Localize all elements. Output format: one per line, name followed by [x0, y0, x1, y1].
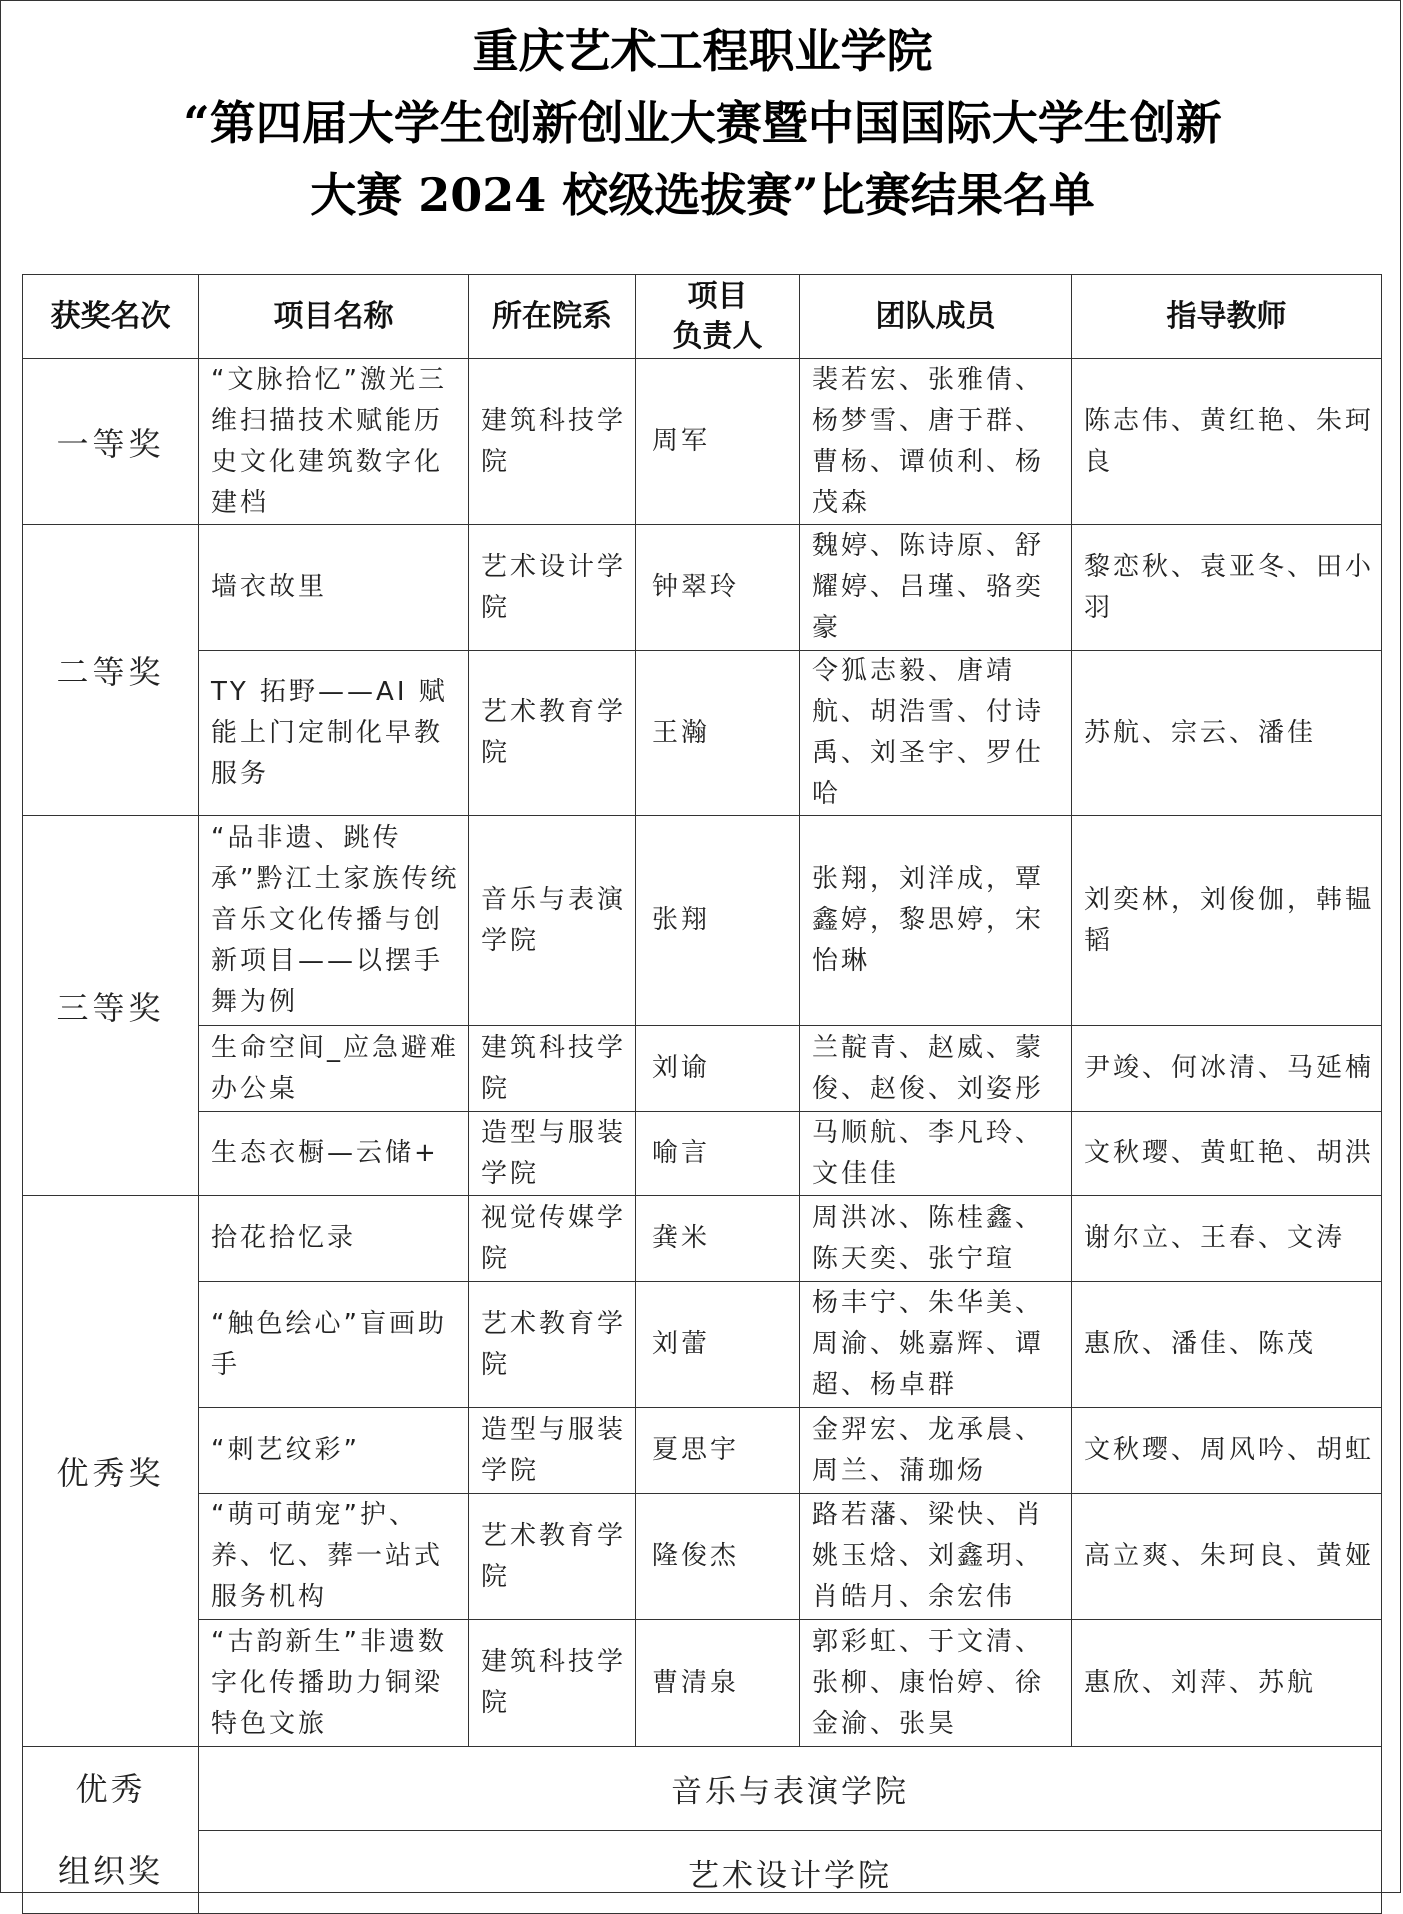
project-leader: 张翔 [636, 816, 800, 1026]
team-members: 魏婷、陈诗原、舒耀婷、吕瑾、骆奕豪 [800, 525, 1072, 651]
project-leader: 隆俊杰 [636, 1494, 800, 1620]
advisors: 苏航、宗云、潘佳 [1072, 651, 1382, 816]
team-members: 裴若宏、张雅倩、杨梦雪、唐于群、曹杨、谭侦利、杨茂森 [800, 359, 1072, 525]
table-row [23, 359, 1382, 525]
document-title-line-3: 大赛 2024 校级选拔赛”比赛结果名单 [310, 168, 1095, 222]
header-members: 团队成员 [800, 275, 1072, 359]
team-members: 周洪冰、陈桂鑫、陈天奕、张宁瑄 [800, 1196, 1072, 1282]
table-row [23, 1747, 1382, 1831]
team-members: 金羿宏、龙承晨、周兰、蒲珈炀 [800, 1408, 1072, 1494]
team-members: 令狐志毅、唐靖航、胡浩雪、付诗禹、刘圣宇、罗仕哈 [800, 651, 1072, 816]
team-members: 张翔，刘洋成，覃鑫婷，黎思婷，宋怡琳 [800, 816, 1072, 1026]
table-row [23, 1112, 1382, 1196]
organization-award-college: 音乐与表演学院 [199, 1747, 1382, 1831]
college: 建筑科技学院 [469, 1620, 636, 1747]
college: 音乐与表演学院 [469, 816, 636, 1026]
team-members: 马顺航、李凡玲、文佳佳 [800, 1112, 1072, 1196]
results-table [22, 274, 1382, 1914]
college: 视觉传媒学院 [469, 1196, 636, 1282]
award-second-prize: 二等奖 [23, 525, 199, 816]
project-leader: 曹清泉 [636, 1620, 800, 1747]
table-row [23, 1408, 1382, 1494]
project-leader: 喻言 [636, 1112, 800, 1196]
award-excellence: 优秀奖 [23, 1196, 199, 1747]
award-organization-line-1: 优秀 [75, 1770, 146, 1808]
document-title-line-2: “第四届大学生创新创业大赛暨中国国际大学生创新 [183, 96, 1222, 150]
header-project: 项目名称 [199, 275, 469, 359]
header-award: 获奖名次 [23, 275, 199, 359]
award-first-prize: 一等奖 [23, 359, 199, 525]
project-name: “古韵新生”非遗数字化传播助力铜梁特色文旅 [199, 1620, 469, 1747]
team-members: 路若藩、梁快、肖姚玉焓、刘鑫玥、肖皓月、余宏伟 [800, 1494, 1072, 1620]
table-row [23, 1026, 1382, 1112]
advisors: 尹竣、何冰清、马延楠 [1072, 1026, 1382, 1112]
college: 建筑科技学院 [469, 1026, 636, 1112]
project-leader: 刘蕾 [636, 1282, 800, 1408]
advisors: 文秋璎、黄虹艳、胡洪 [1072, 1112, 1382, 1196]
project-leader: 刘谕 [636, 1026, 800, 1112]
award-organization-line-2: 组织奖 [57, 1852, 163, 1890]
college: 艺术设计学院 [469, 525, 636, 651]
table-row [23, 1831, 1382, 1914]
award-third-prize: 三等奖 [23, 816, 199, 1196]
table-row [23, 1494, 1382, 1620]
table-row [23, 1196, 1382, 1282]
college: 艺术教育学院 [469, 651, 636, 816]
project-name: TY 拓野——AI 赋能上门定制化早教服务 [199, 651, 469, 816]
project-name: 墙衣故里 [199, 525, 469, 651]
college: 造型与服装学院 [469, 1408, 636, 1494]
table-row [23, 651, 1382, 816]
project-name: “萌可萌宠”护、养、忆、葬一站式服务机构 [199, 1494, 469, 1620]
table-header-row [23, 275, 1382, 359]
project-name: 生命空间_应急避难办公桌 [199, 1026, 469, 1112]
project-leader: 王瀚 [636, 651, 800, 816]
project-leader: 龚米 [636, 1196, 800, 1282]
header-college: 所在院系 [469, 275, 636, 359]
project-leader: 周军 [636, 359, 800, 525]
advisors: 陈志伟、黄红艳、朱珂良 [1072, 359, 1382, 525]
project-name: “品非遗、跳传承”黔江土家族传统音乐文化传播与创新项目——以摆手舞为例 [199, 816, 469, 1026]
header-leader-line-1: 项目 [687, 278, 748, 314]
award-organization [23, 1747, 199, 1914]
project-name: “刺艺纹彩” [199, 1408, 469, 1494]
team-members: 兰靛青、赵威、蒙俊、赵俊、刘姿彤 [800, 1026, 1072, 1112]
advisors: 惠欣、刘萍、苏航 [1072, 1620, 1382, 1747]
college: 建筑科技学院 [469, 359, 636, 525]
project-name: 生态衣橱—云储+ [199, 1112, 469, 1196]
project-name: “触色绘心”盲画助手 [199, 1282, 469, 1408]
advisors: 惠欣、潘佳、陈茂 [1072, 1282, 1382, 1408]
organization-award-college: 艺术设计学院 [199, 1831, 1382, 1914]
advisors: 谢尔立、王春、文涛 [1072, 1196, 1382, 1282]
table-row [23, 816, 1382, 1026]
advisors: 黎恋秋、袁亚冬、田小羽 [1072, 525, 1382, 651]
project-leader: 钟翠玲 [636, 525, 800, 651]
table-row [23, 525, 1382, 651]
header-leader [636, 275, 800, 359]
header-leader-line-2: 负责人 [672, 318, 763, 354]
table-row [23, 1620, 1382, 1747]
college: 艺术教育学院 [469, 1494, 636, 1620]
project-name: “文脉拾忆”激光三维扫描技术赋能历史文化建筑数字化建档 [199, 359, 469, 525]
advisors: 高立爽、朱珂良、黄娅 [1072, 1494, 1382, 1620]
advisors: 文秋璎、周风吟、胡虹 [1072, 1408, 1382, 1494]
document-title-line-1: 重庆艺术工程职业学院 [472, 24, 933, 78]
college: 造型与服装学院 [469, 1112, 636, 1196]
advisors: 刘奕林，刘俊伽，韩韫韬 [1072, 816, 1382, 1026]
project-name: 拾花拾忆录 [199, 1196, 469, 1282]
project-leader: 夏思宇 [636, 1408, 800, 1494]
team-members: 杨丰宁、朱华美、周渝、姚嘉辉、谭超、杨卓群 [800, 1282, 1072, 1408]
college: 艺术教育学院 [469, 1282, 636, 1408]
table-row [23, 1282, 1382, 1408]
header-advisors: 指导教师 [1072, 275, 1382, 359]
team-members: 郭彩虹、于文清、张柳、康怡婷、徐金渝、张昊 [800, 1620, 1072, 1747]
